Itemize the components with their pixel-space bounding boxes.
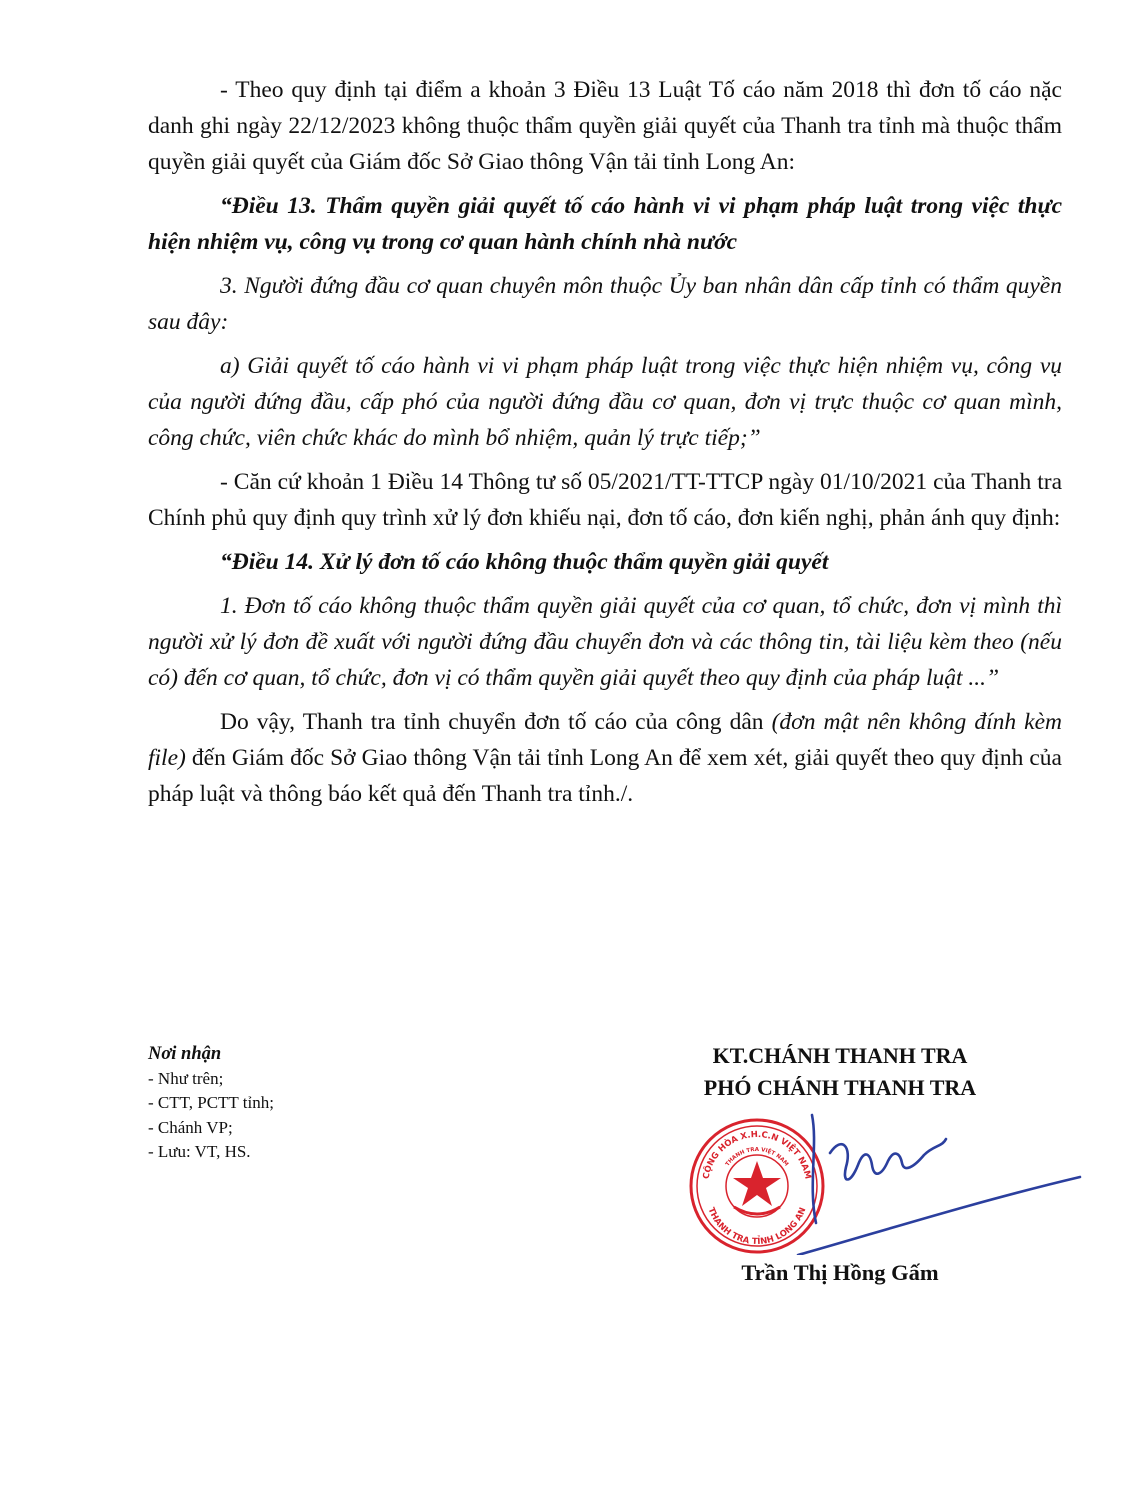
signer-title-line1: KT.CHÁNH THANH TRA [712,1043,968,1068]
conclusion-note: (đơn mật nên không đính kèm file) [148,709,1062,771]
document-body [148,72,1062,820]
conclusion-text-c: đến Giám đốc Sở Giao thông Vận tải tỉnh Long An để xem xét, giải quyết theo quy định của pháp luật và thông báo kết quả đến Thanh tra tỉnh./. [148,745,1062,807]
svg-text:CỘNG HÒA X.H.C.N VIỆT NAM: CỘNG HÒA X.H.C.N VIỆT NAM [701,1129,813,1181]
recipients-title: Nơi nhận [148,1044,222,1064]
svg-text:THANH TRA VIỆT NAM: THANH TRA VIỆT NAM [724,1147,790,1168]
paragraph-circular-basis: - Căn cứ khoản 1 Điều 14 Thông tư số 05/2021/TT-TTCP ngày 01/10/2021 của Thanh tra Chính phủ quy định quy trình xử lý đơn khiếu nại, đơn tố cáo, đơn kiến nghị, phản ánh quy định: [148,469,1062,531]
signer-name: Trần Thị Hồng Gấm [741,1260,939,1285]
recipient-item: - Chánh VP; [148,1117,233,1137]
handwritten-signature-icon [790,1105,1090,1255]
signer-title-line2: PHÓ CHÁNH THANH TRA [703,1075,977,1100]
quote-article-13-title: “Điều 13. Thẩm quyền giải quyết tố cáo hành vi vi phạm pháp luật trong việc thực hiện nhiệm vụ, công vụ trong cơ quan hành chính nhà nước [148,193,1062,255]
paragraph-conclusion [148,704,1062,812]
svg-text:THANH TRA TỈNH LONG AN: THANH TRA TỈNH LONG AN [705,1206,809,1248]
paragraph-legal-basis: - Theo quy định tại điểm a khoản 3 Điều 13 Luật Tố cáo năm 2018 thì đơn tố cáo nặc danh ghi ngày 22/12/2023 không thuộc thẩm quyền giải quyết của Thanh tra tỉnh mà thuộc thẩm quyền giải quyết của Giám đốc Sở Giao thông Vận tải tỉnh Long An: [148,77,1062,175]
signer-title-block [640,1040,1040,1104]
recipient-item: - CTT, PCTT tỉnh; [148,1093,274,1112]
quote-article-14-title: “Điều 14. Xử lý đơn tố cáo không thuộc thẩm quyền giải quyết [220,549,829,575]
conclusion-text-a: Do vậy, Thanh tra tỉnh chuyển đơn tố cáo của công dân [220,709,772,735]
recipients-block [148,1042,508,1165]
recipient-item: - Lưu: VT, HS. [148,1142,251,1161]
recipient-item: - Như trên; [148,1068,224,1088]
quote-article-13-point-a: a) Giải quyết tố cáo hành vi vi phạm pháp luật trong việc thực hiện nhiệm vụ, công vụ của người đứng đầu, cấp phó của người đứng đầu cơ quan, đơn vị trực thuộc cơ quan mình, công chức, viên chức khác do mình bổ nhiệm, quản lý trực tiếp;” [148,353,1062,451]
quote-article-13-clause-3: 3. Người đứng đầu cơ quan chuyên môn thuộc Ủy ban nhân dân cấp tỉnh có thẩm quyền sau đây: [148,273,1062,335]
quote-article-14-clause-1: 1. Đơn tố cáo không thuộc thẩm quyền giải quyết của cơ quan, tổ chức, đơn vị mình thì người xử lý đơn đề xuất với người đứng đầu chuyển đơn và các thông tin, tài liệu kèm theo (nếu có) đến cơ quan, tổ chức, đơn vị có thẩm quyền giải quyết theo quy định của pháp luật ...” [148,593,1062,691]
